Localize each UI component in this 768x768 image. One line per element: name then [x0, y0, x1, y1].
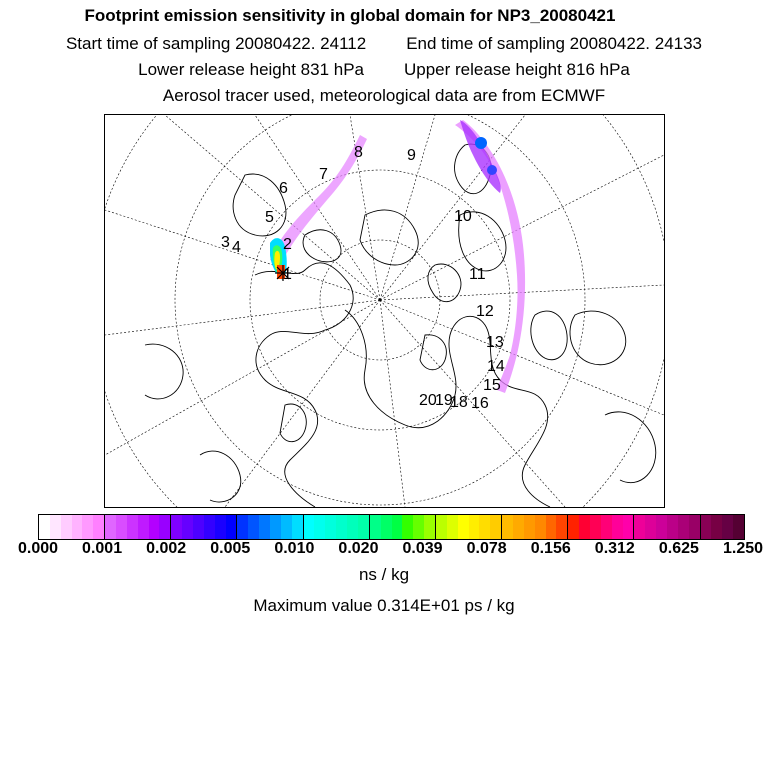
graticule — [105, 115, 664, 507]
colorbar-cell — [623, 515, 634, 539]
colorbar-cell — [490, 515, 501, 539]
trajectory-label: 10 — [454, 208, 472, 225]
release-heights — [0, 60, 768, 80]
colorbar-cell — [711, 515, 722, 539]
upper-release-height: Upper release height 816 hPa — [404, 60, 630, 79]
colorbar-cell — [39, 515, 50, 539]
trajectory-label: 4 — [232, 239, 241, 256]
colorbar-tick-label: 0.156 — [530, 540, 571, 557]
colorbar-cell — [722, 515, 733, 539]
coastlines — [145, 144, 656, 507]
trajectory-label: 18 — [450, 394, 468, 411]
colorbar-tick-label: 1.250 — [722, 540, 764, 557]
colorbar-cell — [336, 515, 347, 539]
colorbar-cell — [303, 515, 315, 539]
colorbar-cell — [138, 515, 149, 539]
trajectory-label: 12 — [476, 303, 494, 320]
colorbar-cell — [61, 515, 72, 539]
map-canvas — [105, 115, 664, 507]
colorbar-tick-label: 0.312 — [594, 540, 635, 557]
colorbar-tick-label: 0.078 — [466, 540, 507, 557]
colorbar-tick-label: 0.005 — [210, 540, 251, 557]
colorbar-cell — [292, 515, 303, 539]
colorbar-cell — [182, 515, 193, 539]
colorbar-tick-label: 0.000 — [17, 540, 59, 557]
colorbar-cell — [733, 515, 744, 539]
colorbar-cell — [226, 515, 237, 539]
colorbar-cell — [204, 515, 215, 539]
trajectory-label: 2 — [283, 236, 292, 253]
colorbar-cell — [314, 515, 325, 539]
colorbar-cell — [248, 515, 259, 539]
trajectory-label: 6 — [279, 180, 288, 197]
sampling-times — [0, 34, 768, 54]
colorbar-cell — [590, 515, 601, 539]
colorbar-cell — [601, 515, 612, 539]
colorbar-unit: ns / kg — [358, 565, 410, 584]
info-line: Aerosol tracer used, meteorological data are from ECMWF — [162, 86, 606, 105]
colorbar-tick-label: 0.020 — [338, 540, 379, 557]
trajectory-label: 13 — [486, 334, 504, 351]
colorbar-cell — [689, 515, 700, 539]
trajectory-label: 7 — [319, 166, 328, 183]
colorbar-cell — [633, 515, 645, 539]
colorbar-cell — [215, 515, 226, 539]
colorbar-cell — [479, 515, 490, 539]
colorbar-cell — [535, 515, 546, 539]
trajectory-label: 15 — [483, 377, 501, 394]
colorbar-cell — [149, 515, 160, 539]
colorbar-cell — [524, 515, 535, 539]
colorbar-tick-label: 0.001 — [82, 540, 123, 557]
footprint-plume — [270, 120, 525, 393]
colorbar-cell — [458, 515, 469, 539]
colorbar-cell — [402, 515, 413, 539]
colorbar-cell — [645, 515, 656, 539]
colorbar-cell — [82, 515, 93, 539]
colorbar-cell — [381, 515, 392, 539]
colorbar-cell — [170, 515, 182, 539]
colorbar-cell — [270, 515, 281, 539]
trajectory-label: 5 — [265, 209, 274, 226]
colorbar-cell — [579, 515, 590, 539]
trajectory-label: 16 — [471, 395, 489, 412]
colorbar-tick-label: 0.010 — [274, 540, 315, 557]
trajectory-label: 11 — [469, 266, 486, 283]
colorbar-tick-label: 0.625 — [658, 540, 699, 557]
colorbar-cell — [656, 515, 667, 539]
colorbar-cell — [612, 515, 623, 539]
colorbar-cell — [93, 515, 104, 539]
colorbar-cell — [424, 515, 435, 539]
colorbar-cell — [567, 515, 579, 539]
colorbar-cell — [469, 515, 480, 539]
maximum-value: Maximum value 0.314E+01 ps / kg — [253, 596, 515, 615]
colorbar-cell — [513, 515, 524, 539]
colorbar-cell — [325, 515, 336, 539]
colorbar-cell — [678, 515, 689, 539]
colorbar-cell — [72, 515, 83, 539]
colorbar — [38, 514, 745, 540]
colorbar-cell — [700, 515, 712, 539]
start-time: Start time of sampling 20080422. 24112 — [65, 34, 367, 53]
colorbar-cell — [369, 515, 381, 539]
colorbar-cell — [413, 515, 424, 539]
colorbar-cell — [281, 515, 292, 539]
trajectory-labels — [221, 144, 505, 412]
colorbar-cell — [392, 515, 403, 539]
trajectory-label: 1 — [283, 266, 292, 283]
colorbar-cell — [193, 515, 204, 539]
trajectory-label: 3 — [221, 234, 230, 251]
colorbar-cell — [259, 515, 270, 539]
colorbar-cell — [556, 515, 567, 539]
trajectory-label: 9 — [407, 147, 416, 164]
colorbar-cell — [447, 515, 458, 539]
colorbar-cell — [159, 515, 170, 539]
colorbar-cell — [236, 515, 248, 539]
colorbar-cell — [50, 515, 61, 539]
lower-release-height: Lower release height 831 hPa — [138, 60, 364, 79]
colorbar-cell — [435, 515, 447, 539]
trajectory-label: 19 — [435, 392, 453, 409]
colorbar-cell — [667, 515, 678, 539]
end-time: End time of sampling 20080422. 24133 — [406, 34, 703, 53]
colorbar-tick-label: 0.039 — [402, 540, 443, 557]
trajectory-label: 20 — [419, 392, 437, 409]
colorbar-cell — [347, 515, 358, 539]
colorbar-cell — [104, 515, 116, 539]
trajectory-label: 14 — [487, 358, 505, 375]
colorbar-tick-label: 0.002 — [146, 540, 187, 557]
colorbar-cell — [127, 515, 138, 539]
colorbar-cell — [358, 515, 369, 539]
trajectory-label: 8 — [354, 144, 363, 161]
colorbar-cell — [546, 515, 557, 539]
footprint-map — [104, 114, 665, 508]
colorbar-cell — [116, 515, 127, 539]
colorbar-cell — [501, 515, 513, 539]
plot-title: Footprint emission sensitivity in global domain for NP3_20080421 — [84, 6, 616, 25]
